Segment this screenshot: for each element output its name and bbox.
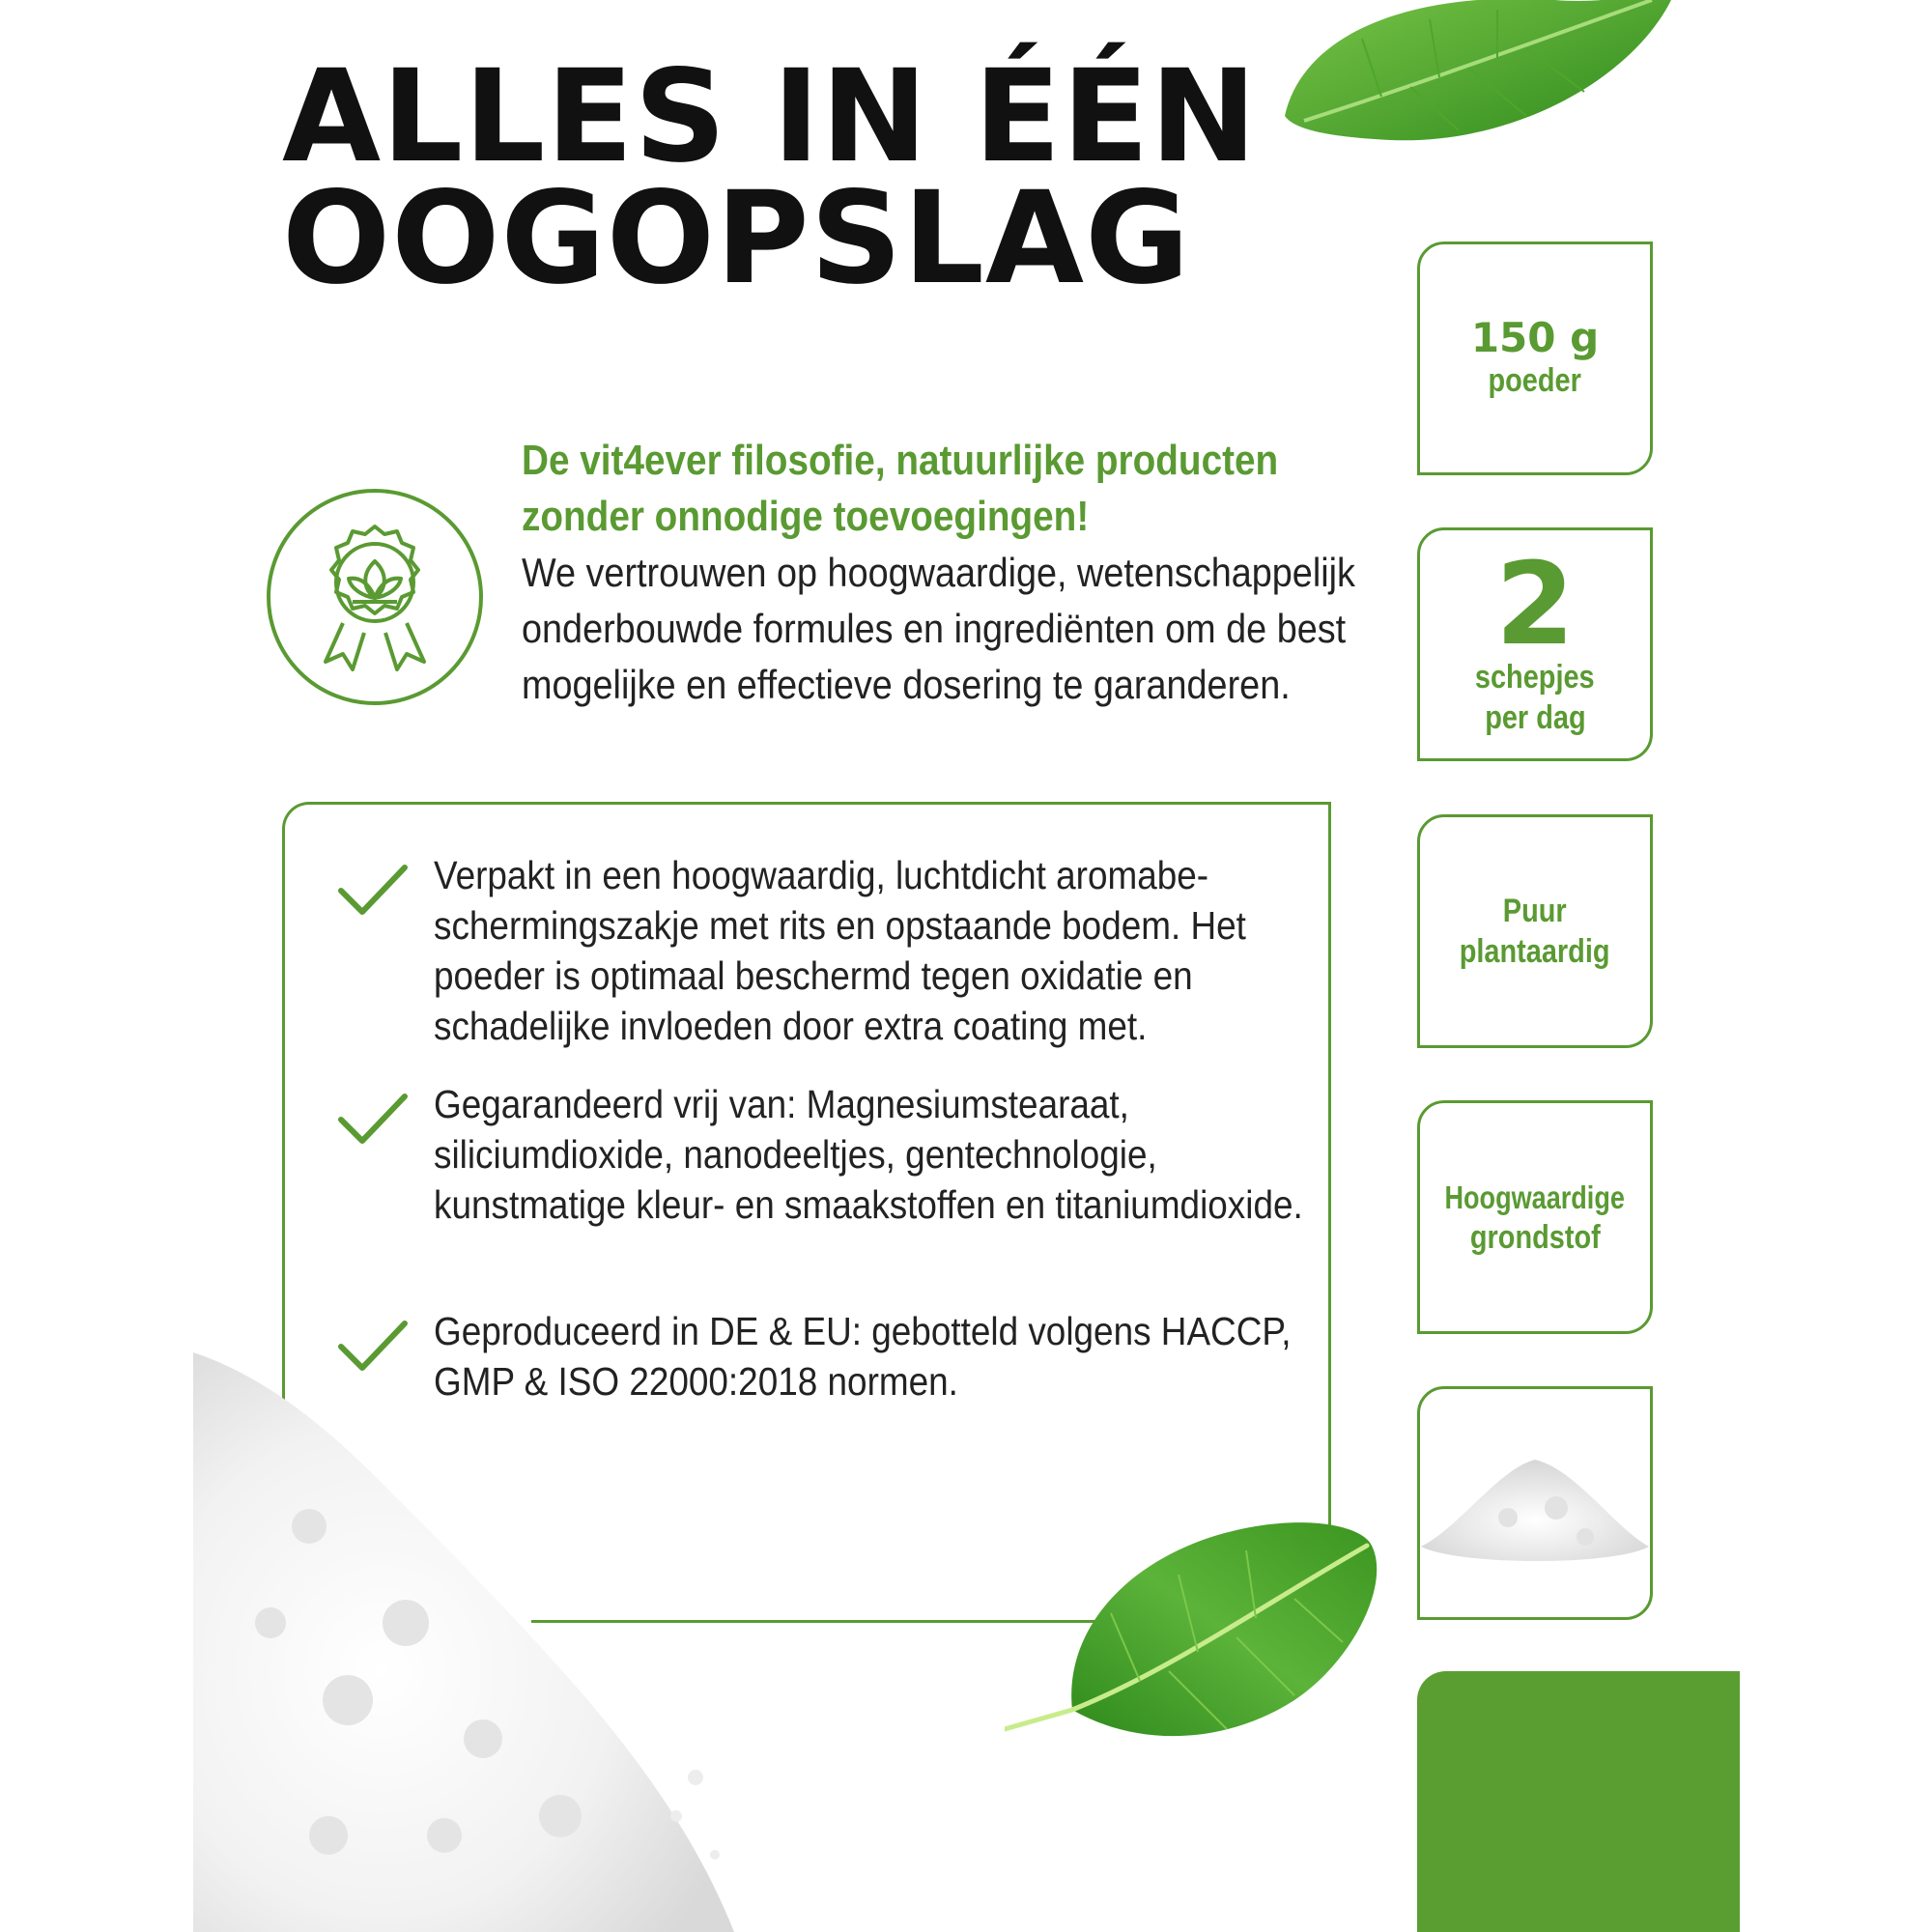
checkmark-icon xyxy=(333,856,411,923)
card-quality-line-2: grondstof xyxy=(1469,1218,1601,1256)
card-dose-label-1: schepjes xyxy=(1475,659,1595,696)
card-amount-label: poeder xyxy=(1488,362,1582,399)
intro-section xyxy=(522,433,1355,713)
card-dose-label-2: per dag xyxy=(1484,699,1586,736)
page-title-line-2: OOGOPSLAG xyxy=(282,164,1191,313)
card-dose xyxy=(1417,527,1653,761)
powder-pile-image xyxy=(193,1333,734,1932)
card-amount-value: 150 g xyxy=(1470,314,1600,361)
award-leaf-icon xyxy=(266,488,484,706)
leaf-bottom-image xyxy=(1005,1507,1401,1758)
card-powder xyxy=(1417,1386,1653,1620)
intro-body-text: We vertrouwen op hoogwaardige, wetenschappelijk onderbouwde formules en ingrediënten om de best mogelijke en effectieve dosering te garanderen. xyxy=(522,550,1355,707)
page-title xyxy=(282,43,1258,313)
checkmark-icon xyxy=(333,1085,411,1152)
feature-text: Verpakt in een hoogwaardig, luchtdicht aromabe-schermingszakje met rits en opstaande bodem. Het poeder is optimaal beschermd tegen oxidatie en schadelijke invloeden door extra coating met. xyxy=(434,853,1246,1048)
green-accent-block xyxy=(1417,1671,1740,1932)
card-dose-value: 2 xyxy=(1494,537,1576,670)
intro-lead-text: De vit4ever filosofie, natuurlijke producten zonder onnodige toevoegingen! xyxy=(522,437,1279,540)
card-plant-line-1: Puur xyxy=(1503,893,1567,929)
card-plant xyxy=(1417,814,1653,1048)
card-quality xyxy=(1417,1100,1653,1334)
leaf-top-image xyxy=(1265,0,1671,145)
card-plant-line-2: plantaardig xyxy=(1460,933,1610,970)
powder-image xyxy=(1421,1431,1649,1576)
card-quality-line-1: Hoogwaardige xyxy=(1444,1179,1626,1215)
page-title-line-1: ALLES IN ÉÉN xyxy=(282,43,1258,191)
feature-text: Geproduceerd in DE & EU: gebotteld volgens HACCP, GMP & ISO 22000:2018 normen. xyxy=(434,1309,1292,1404)
feature-text: Gegarandeerd vrij van: Magnesiumstearaat, siliciumdioxide, nanodeeltjes, gentechnologie, kunstmatige kleur- en smaakstoffen en titaniumdioxide. xyxy=(434,1082,1303,1227)
card-amount xyxy=(1417,242,1653,475)
